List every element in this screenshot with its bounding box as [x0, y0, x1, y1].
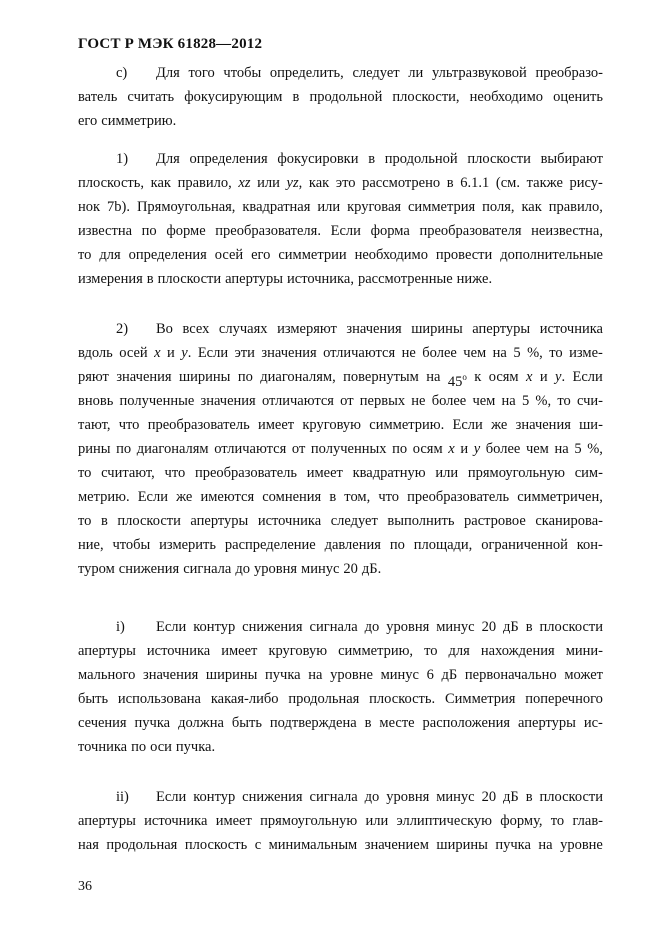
text-line: точника по оси пучка.: [78, 739, 216, 755]
text-line: нок 7b). Прямоугольная, квадратная или круговая симметрия поля, как правило,: [78, 199, 603, 215]
text-line: быть использована какая-либо продольная плоскость. Симметрия поперечного: [78, 691, 603, 707]
line-text: Если контур снижения сигнала до уровня минус 20 дБ в плоскости: [156, 619, 603, 635]
text-line: известна по форме преобразователя. Если форма преобразователя неизвестна,: [78, 223, 603, 239]
text-line: апертуры источника имеет прямоугольную или эллиптическую форму, то глав-: [78, 813, 603, 829]
text-line: [78, 147, 603, 171]
text-line: рины по диагоналям отличаются от полученных по осям x и y более чем на 5 %,: [78, 441, 603, 457]
paragraph: [78, 785, 603, 857]
text-line: плоскость, как правило, xz или yz, как это рассмотрено в 6.1.1 (см. также рису-: [78, 175, 603, 191]
list-marker: 2): [116, 321, 129, 337]
text-line: туром снижения сигнала до уровня минус 20 дБ.: [78, 561, 382, 577]
text-line: тают, что преобразователь имеет круговую симметрию. Если же значения ши-: [78, 417, 603, 433]
text-line: апертуры источника имеет круговую симметрию, то для нахождения мини-: [78, 643, 603, 659]
page-number: 36: [78, 879, 92, 894]
paragraph: [78, 61, 603, 133]
paragraph: [78, 317, 603, 581]
paragraph: [78, 147, 603, 291]
document-header: ГОСТ Р МЭК 61828—2012: [78, 36, 263, 52]
text-line: мального значения ширины пучка на уровне минус 6 дБ первоначально может: [78, 667, 603, 683]
list-marker: ii): [116, 789, 129, 805]
line-text: Если контур снижения сигнала до уровня минус 20 дБ в плоскости: [156, 789, 603, 805]
text-line: ватель считать фокусирующим в продольной плоскости, необходимо оценить: [78, 89, 603, 105]
text-line: [78, 615, 603, 639]
text-line: его симметрию.: [78, 113, 177, 129]
list-marker: 1): [116, 151, 129, 167]
text-line: метрию. Если же имеются сомнения в том, что преобразователь симметричен,: [78, 489, 603, 505]
line-text: Для определения фокусировки в продольной плоскости выбирают: [156, 151, 603, 167]
text-line: вдоль осей x и y. Если эти значения отличаются не более чем на 5 %, то изме-: [78, 345, 603, 361]
list-marker: c): [116, 65, 128, 81]
text-line: ная продольная плоскость с минимальным значением ширины пучка на уровне: [78, 837, 603, 853]
text-line: сечения пучка должна быть подтверждена в месте расположения апертуры ис-: [78, 715, 603, 731]
text-line: ние, чтобы измерить распределение давления по площади, ограниченной кон-: [78, 537, 603, 553]
line-text: Для того чтобы определить, следует ли ультразвуковой преобразо-: [156, 65, 603, 81]
paragraph: [78, 615, 603, 759]
text-line: [78, 317, 603, 341]
list-marker: i): [116, 619, 125, 635]
text-line: то в плоскости апертуры источника следует выполнить растровое сканирова-: [78, 513, 603, 529]
text-line: то для определения осей его симметрии необходимо провести дополнительные: [78, 247, 603, 263]
text-line: то считают, что преобразователь имеет квадратную или прямоугольную сим-: [78, 465, 603, 481]
text-line: измерения в плоскости апертуры источника, рассмотренные ниже.: [78, 271, 493, 287]
text-line: [78, 61, 603, 85]
line-text: Во всех случаях измеряют значения ширины апертуры источника: [156, 321, 603, 337]
text-line: вновь полученные значения отличаются от первых не более чем на 5 %, то счи-: [78, 393, 603, 409]
text-line: ряют значения ширины по диагоналям, повернутым на 45$^o$ к осям x и y. Если: [78, 369, 603, 390]
text-line: [78, 785, 603, 809]
